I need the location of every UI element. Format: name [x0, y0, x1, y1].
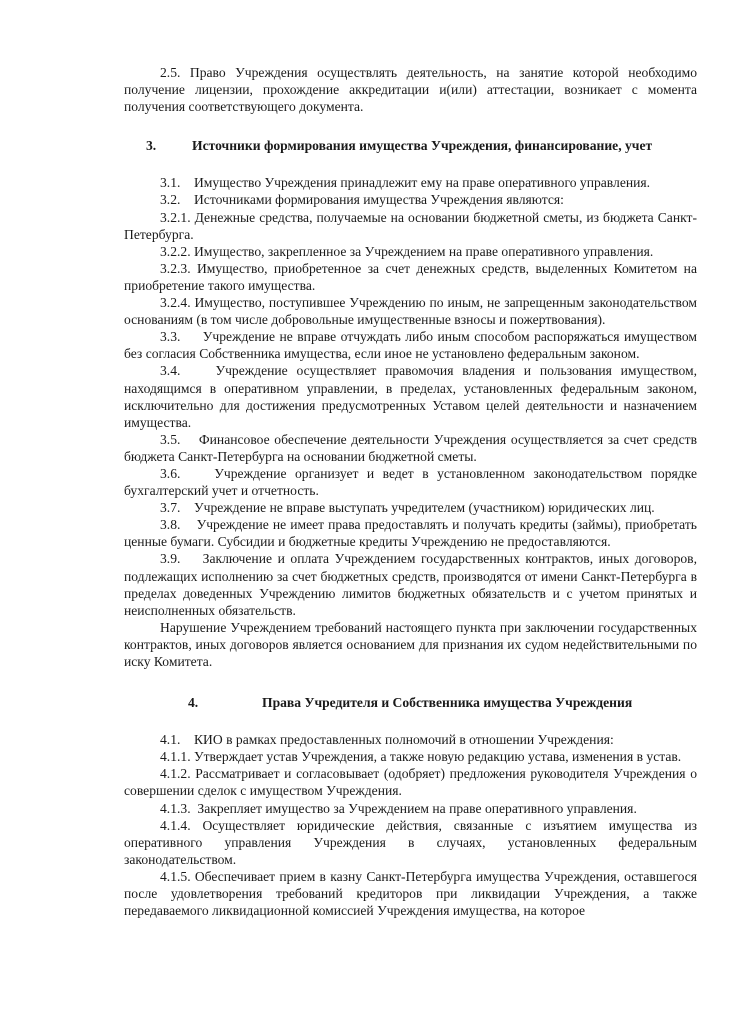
- paragraph-4-1-1: 4.1.1. Утверждает устав Учреждения, а также новую редакцию устава, изменения в устав.: [160, 749, 682, 765]
- section-4-title: Права Учредителя и Собственника имущества Учреждения: [262, 695, 633, 711]
- paragraph-3-5: 3.5. Финансовое обеспечение деятельности Учреждения осуществляется за счет средств бюджета Санкт-Петербурга на основании бюджетной сметы.: [124, 431, 697, 464]
- paragraph-4-1-2: 4.1.2. Рассматривает и согласовывает (одобряет) предложения руководителя Учреждения о совершении сделок с имуществом Учреждения.: [124, 766, 697, 799]
- paragraph-4-1-5: 4.1.5. Обеспечивает прием в казну Санкт-Петербурга имущества Учреждения, оставшегося после удовлетворения требований кредиторов при ликвидации Учреждения, а также передаваемого ликвидационной комиссией Учреждения имущества, на которое: [124, 868, 697, 919]
- section-3-number: 3.: [146, 138, 157, 154]
- paragraph-3-9: 3.9. Заключение и оплата Учреждением государственных контрактов, иных договоров, подлежащих исполнению за счет бюджетных средств, производятся от имени Санкт-Петербурга в пределах доведенных Учреждению лимитов бюджетных обязательств и с учетом принятых и неисполненных обязательств.: [124, 551, 697, 618]
- paragraph-3-3: 3.3. Учреждение не вправе отчуждать либо иным способом распоряжаться имуществом без согласия Собственника имущества, если иное не установлено федеральным законом.: [124, 329, 697, 362]
- paragraph-3-6: 3.6. Учреждение организует и ведет в установленном законодательством порядке бухгалтерский учет и отчетность.: [124, 465, 697, 499]
- section-4-heading: [124, 694, 697, 711]
- paragraph-4-1: 4.1. КИО в рамках предоставленных полномочий в отношении Учреждения:: [160, 732, 614, 748]
- section-3-title: Источники формирования имущества Учреждения, финансирование, учет: [192, 138, 653, 154]
- paragraph-3-2-1: 3.2.1. Денежные средства, получаемые на основании бюджетной сметы, из бюджета Санкт-Петербурга.: [124, 209, 697, 242]
- paragraph-3-4: 3.4. Учреждение осуществляет правомочия владения и пользования имуществом, находящимся в оперативном управлении, в пределах, установленных федеральным законом, исключительно для достижения предусмотренных Уставом целей деятельности и назначением имущества.: [124, 363, 697, 430]
- paragraph-3-2-2: 3.2.2. Имущество, закрепленное за Учреждением на праве оперативного управления.: [160, 243, 654, 259]
- paragraph-3-2: 3.2. Источниками формирования имущества Учреждения являются:: [160, 192, 564, 208]
- paragraph-2-5: 2.5. Право Учреждения осуществлять деятельность, на занятие которой необходимо получение лицензии, прохождение аккредитации и(или) аттестации, возникает с момента получения соответствующего документа.: [124, 65, 697, 115]
- paragraph-3-1: 3.1. Имущество Учреждения принадлежит ему на праве оперативного управления.: [160, 175, 651, 191]
- paragraph-4-1-4: 4.1.4. Осуществляет юридические действия, связанные с изъятием имущества из оперативного управления Учреждения в случаях, установленных федеральным законодательством.: [124, 817, 697, 867]
- paragraph-3-2-4: 3.2.4. Имущество, поступившее Учреждению по иным, не запрещенным законодательством основаниям (в том числе добровольные имущественные взносы и пожертвования).: [124, 295, 697, 328]
- paragraph-3-2-3: 3.2.3. Имущество, приобретенное за счет денежных средств, выделенных Комитетом на приобретение такого имущества.: [124, 260, 697, 293]
- paragraph-3-8: 3.8. Учреждение не имеет права предоставлять и получать кредиты (займы), приобретать ценные бумаги. Субсидии и бюджетные кредиты Учреждению не предоставляются.: [124, 517, 697, 550]
- paragraph-3-9-note: Нарушение Учреждением требований настоящего пункта при заключении государственных контрактов, иных договоров является основанием для признания их судом недействительными по иску Комитета.: [124, 619, 697, 669]
- section-3-heading: [124, 137, 697, 154]
- paragraph-3-7: 3.7. Учреждение не вправе выступать учредителем (участником) юридических лиц.: [160, 500, 655, 516]
- section-4-number: 4.: [188, 695, 199, 711]
- paragraph-4-1-3: 4.1.3. Закрепляет имущество за Учреждением на праве оперативного управления.: [160, 800, 637, 816]
